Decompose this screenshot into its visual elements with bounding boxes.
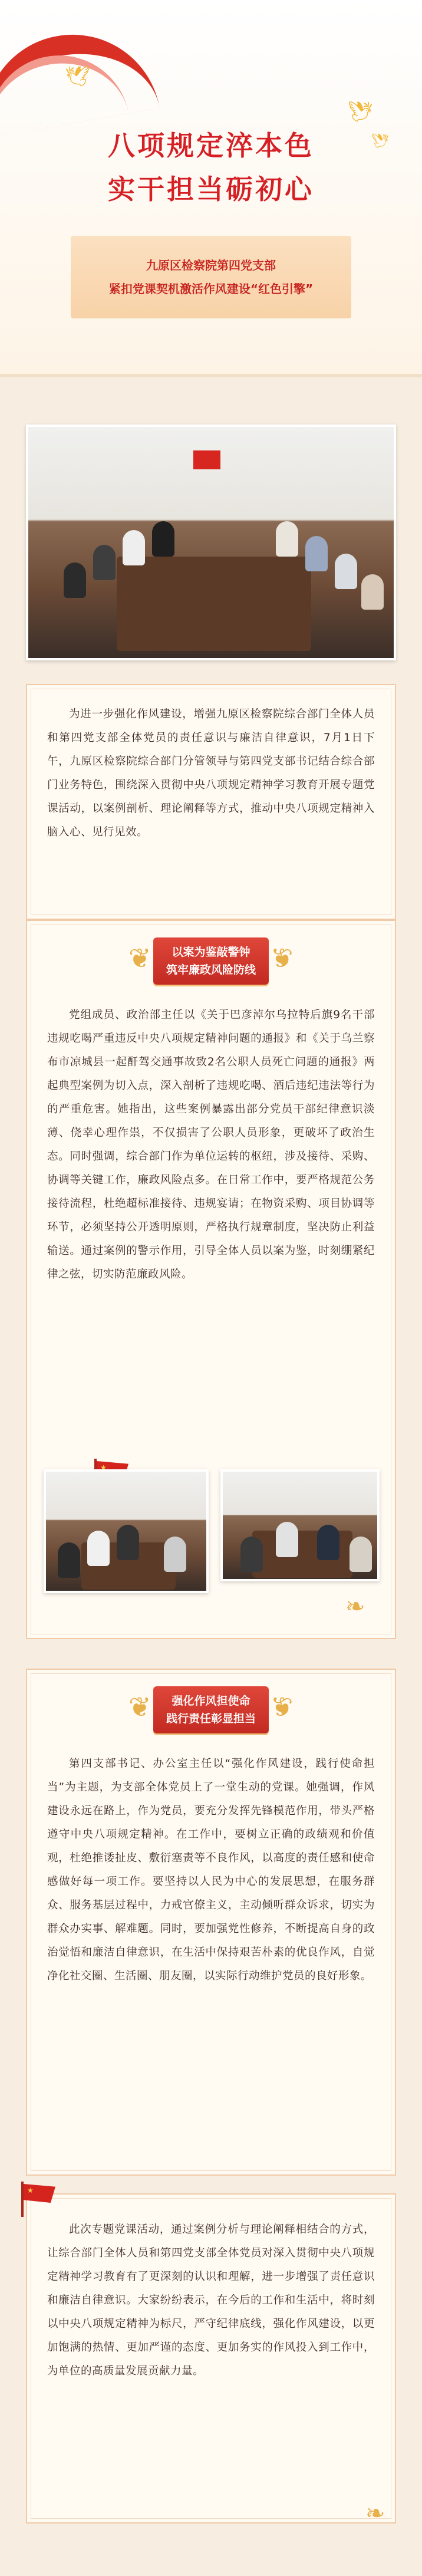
- page-title: [71, 124, 351, 211]
- attendee: [240, 1537, 263, 1572]
- attendee: [276, 1522, 298, 1557]
- meeting-photo-left: [44, 1469, 209, 1593]
- section-heading-badge: [153, 937, 269, 985]
- dove-icon: 🕊: [371, 133, 390, 149]
- red-flag-icon: ★: [18, 2182, 59, 2217]
- section-heading-line: 践行责任彰显担当: [166, 1712, 256, 1725]
- laurel-icon: ❦: [271, 1691, 294, 1723]
- attendee: [350, 1537, 372, 1572]
- attendee: [123, 530, 145, 565]
- title-line-2: 实干担当砺初心: [108, 173, 314, 205]
- laurel-icon: ❦: [128, 1691, 151, 1723]
- laurel-icon: ❧: [365, 2500, 385, 2527]
- section-heading-line: 筑牢廉政风险防线: [166, 963, 256, 976]
- title-line-1: 八项规定淬本色: [108, 130, 314, 162]
- laurel-icon: ❦: [128, 942, 151, 974]
- conclusion-frame: [26, 2193, 396, 2524]
- laurel-icon: ❦: [271, 942, 294, 974]
- intro-paragraph: 为进一步强化作风建设，增强九原区检察院综合部门全体人员和第四党支部全体党员的责任意识与廉洁自律意识，7月1日下午，九原区检察院综合部门分管领导与第四党支部书记结合综合部门业务特色，围绕深入贯彻中央八项规定精神学习教育开展专题党课活动，以案例剖析、理论阐释等方式，推动中央八项规定精神入脑入心、见行见效。: [47, 708, 375, 838]
- meeting-photo-right: [220, 1469, 380, 1581]
- meeting-photo-main: [26, 425, 396, 660]
- attendee: [87, 1531, 110, 1566]
- section-heading-badge: [153, 1686, 269, 1733]
- section-body: [47, 1004, 375, 1287]
- dove-icon: 🕊: [348, 100, 374, 124]
- attendee: [58, 1542, 80, 1578]
- attendee: [305, 536, 328, 571]
- attendee: [164, 1537, 186, 1572]
- attendee: [361, 574, 384, 610]
- red-flag-icon: ★: [91, 1459, 132, 1494]
- header-banner: [0, 0, 422, 377]
- section-heading-line: 强化作风担使命: [172, 1695, 250, 1708]
- subtitle-line-2: 紧扣党课契机激活作风建设“红色引擎”: [108, 282, 314, 296]
- attendee: [276, 521, 298, 557]
- laurel-icon: ❧: [345, 1593, 365, 1620]
- conclusion-paragraph: 此次专题党课活动，通过案例分析与理论阐释相结合的方式，让综合部门全体人员和第四党支部全体党员对深入贯彻中央八项规定精神学习教育有了更深刻的认识和理解，进一步增强了责任意识和廉洁自律意识。大家纷纷表示，在今后的工作和生活中，将时刻以中央八项规定精神为标尺，严守纪律底线，强化作风建设，以更加饱满的热情、更加严谨的态度、更加务实的作风投入到工作中，为单位的高质量发展贡献力量。: [47, 2223, 375, 2377]
- case-warning-paragraph: 党组成员、政治部主任以《关于巴彦淖尔乌拉特后旗9名干部违规吃喝严重违反中央八项规定精神问题的通报》和《关于乌兰察布市凉城县一起酐驾交通事故致2名公职人员死亡问题的通报》两起典型案例为切入点，深入剖析了违规吃喝、酒后违纪违法等行为的严重危害。她指出，这些案例暴露出部分党员干部纪律意识淡薄、侥幸心理作祟，不仅损害了公职人员形象，更破坏了政治生态。同时强调，综合部门作为单位运转的枢纽，涉及接待、采购、协调等关键工作，廉政风险点多。在日常工作中，要严格规范公务接待流程，杜绝超标准接待、违规宴请；在物资采购、项目协调等环节，必须坚持公开透明原则，严格执行规章制度，坚决防止利益输送。通过案例的警示作用，引导全体人员以案为鉴，时刻绷紧纪律之弦，切实防范廉政风险。: [47, 1009, 375, 1281]
- section-heading-1: [128, 934, 294, 988]
- intro-frame: [26, 684, 396, 920]
- conference-table: [117, 557, 311, 651]
- party-flag: [193, 450, 220, 469]
- attendee: [93, 545, 116, 580]
- subtitle-line-1: 九原区检察院第四党支部: [146, 258, 276, 272]
- dove-icon: 🕊: [65, 65, 91, 88]
- attendee: [317, 1525, 339, 1560]
- responsibility-paragraph: 第四支部书记、办公室主任以“强化作风建设，践行使命担当”为主题，为支部全体党员上了一堂生动的党课。她强调，作风建设永远在路上，作为党员，要充分发挥先锋模范作用，带头严格遵守中央八项规定精神。在工作中，要树立正确的政绩观和价值观，杜绝推诿扯皮、敷衍塞责等不良作风，以高度的责任感和使命感做好每一项工作。要坚持以人民为中心的发展思想，在服务群众、服务基层过程中，力戒官僚主义，主动倾听群众诉求，切实为群众办实事、解难题。同时，要加强党性修养，不断提高自身的政治觉悟和廉洁自律意识，在生活中保持艰苦朴素的优良作风，自觉净化社交圈、生活圈、朋友圈，以实际行动维护党员的良好形象。: [47, 1758, 375, 1982]
- section-body: [47, 1752, 375, 1988]
- subtitle-box: [71, 236, 351, 318]
- section-responsibility: [26, 1669, 396, 2176]
- section-heading-2: [128, 1683, 294, 1737]
- section-case-warning: [26, 920, 396, 1639]
- attendee: [117, 1525, 139, 1560]
- attendee: [152, 521, 174, 557]
- section-heading-line: 以案为鉴敲警钟: [172, 946, 250, 959]
- attendee: [335, 554, 357, 589]
- attendee: [64, 562, 86, 598]
